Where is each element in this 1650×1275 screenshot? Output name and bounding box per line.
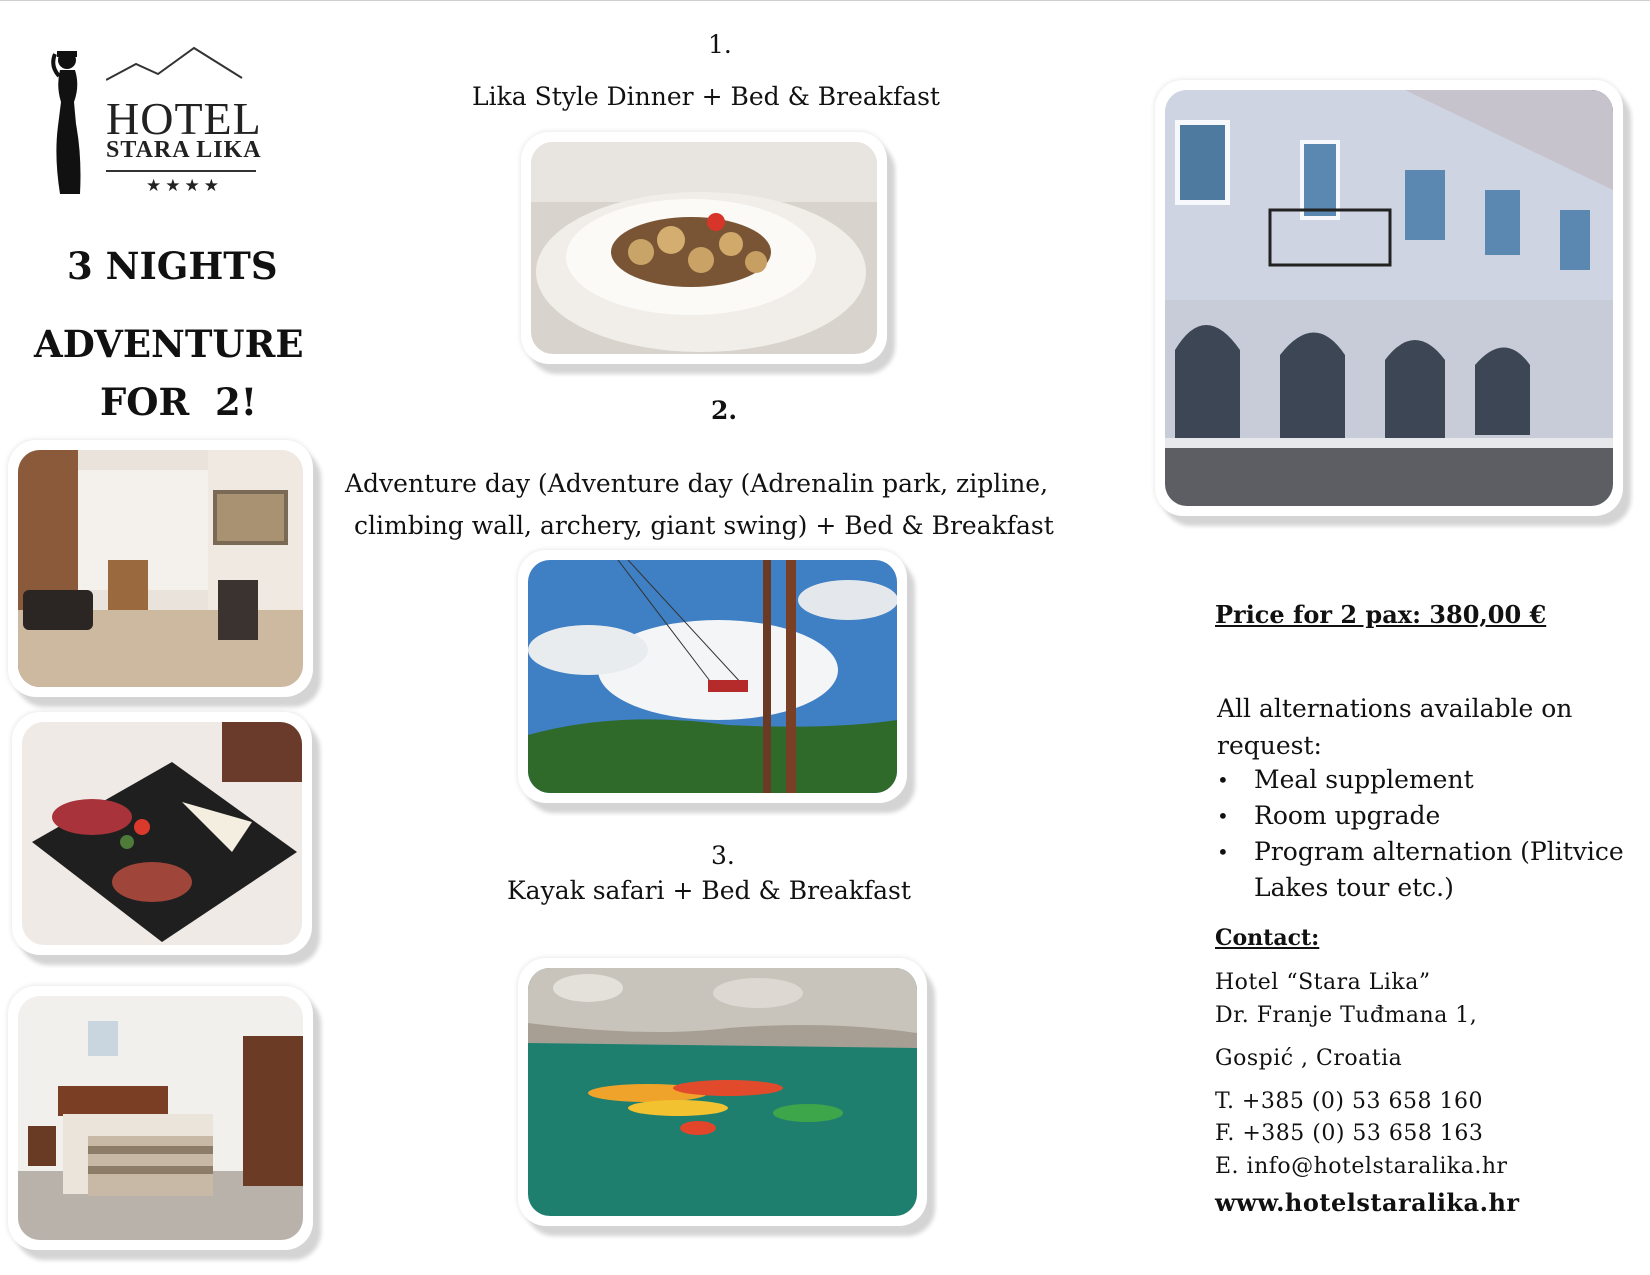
headline-for-two: FOR 2! [100, 380, 257, 424]
headline-nights: 3 NIGHTS [67, 244, 278, 288]
logo-divider [106, 170, 256, 172]
contact-email[interactable]: E. info@hotelstaralika.hr [1215, 1154, 1508, 1179]
charcuterie-photo [12, 712, 312, 955]
alternation-item: • Meal supplement [1217, 762, 1637, 798]
option-2-title-line2: climbing wall, archery, giant swing) + Bed & Breakfast [354, 511, 1054, 540]
option-3-number: 3. [711, 841, 735, 870]
option-2-title-line1: Adventure day (Adventure day (Adrenalin park, zipline, [345, 469, 1049, 498]
headline-adventure: ADVENTURE [34, 322, 304, 366]
logo-name-text: STARA LIKA [106, 137, 262, 163]
option-2-number: 2. [711, 396, 738, 425]
contact-fax: F. +385 (0) 53 658 163 [1215, 1121, 1484, 1146]
alternations-list [1217, 762, 1637, 906]
option-1-title: Lika Style Dinner + Bed & Breakfast [472, 82, 940, 111]
bedroom-photo [8, 986, 313, 1250]
dinner-photo [521, 132, 887, 364]
contact-street: Dr. Franje Tuđmana 1, [1215, 1003, 1478, 1028]
statue-icon [48, 46, 90, 196]
lobby-photo [8, 440, 313, 697]
mountain-logo-icon [106, 46, 246, 86]
giant-swing-photo [518, 550, 907, 803]
kayak-photo [518, 958, 927, 1226]
contact-hotel-name: Hotel “Stara Lika” [1215, 970, 1431, 995]
contact-city: Gospić , Croatia [1215, 1046, 1403, 1071]
alternation-item: • Program alternation (Plitvice Lakes tour etc.) [1217, 834, 1637, 906]
hotel-building-photo [1155, 80, 1623, 516]
alternations-intro: All alternations available on request: [1217, 694, 1573, 760]
option-3-title: Kayak safari + Bed & Breakfast [507, 876, 911, 905]
alternation-item: • Room upgrade [1217, 798, 1637, 834]
price-text: Price for 2 pax: 380,00 € [1215, 600, 1547, 629]
logo-hotel-text: HOTEL [106, 93, 262, 144]
contact-heading: Contact: [1215, 925, 1320, 951]
logo-stars: ★★★★ [146, 176, 223, 196]
contact-phone: T. +385 (0) 53 658 160 [1215, 1089, 1483, 1114]
top-border [0, 0, 1650, 1]
website-link[interactable]: www.hotelstaralika.hr [1215, 1188, 1520, 1217]
option-1-number: 1. [708, 30, 732, 59]
